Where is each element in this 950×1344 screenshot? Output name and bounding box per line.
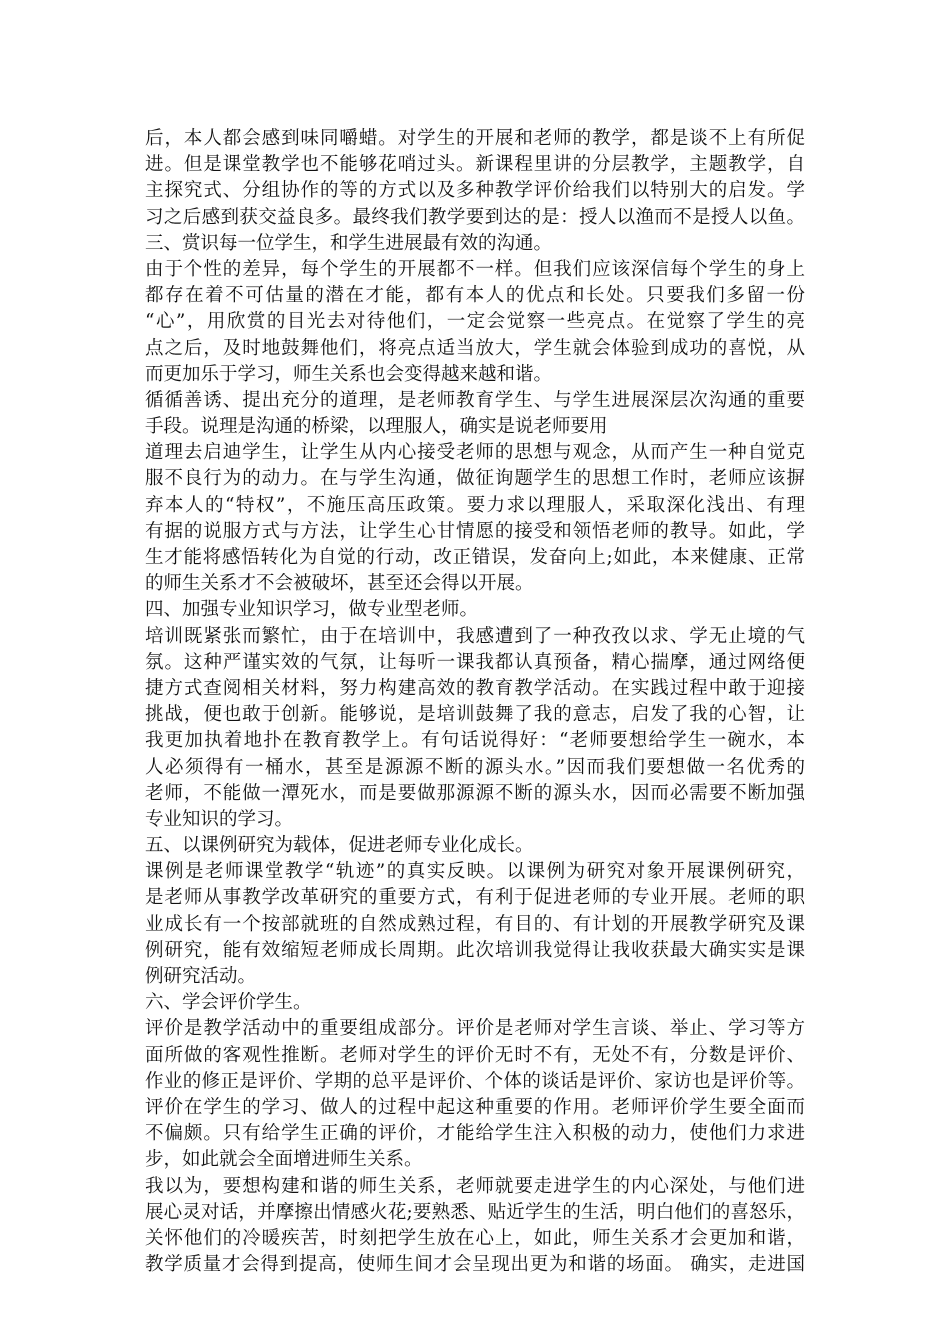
text-line: 培训既紧张而繁忙，由于在培训中，我感遭到了一种孜孜以求、学无止境的气 bbox=[145, 625, 805, 647]
text-line: 面所做的客观性推断。老师对学生的评价无时不有，无处不有，分数是评价、 bbox=[145, 1044, 805, 1066]
text-line: 不偏颇。只有给学生正确的评价，才能给学生注入积极的动力，使他们力求进 bbox=[145, 1123, 805, 1145]
text-line: 我更加执着地扑在教育教学上。有句话说得好：“老师要想给学生一碗水，本 bbox=[145, 730, 805, 752]
text-line: 习之后感到获交益良多。最终我们教学要到达的是：授人以渔而不是授人以鱼。 bbox=[145, 206, 805, 228]
text-line: 五、以课例研究为载体，促进老师专业化成长。 bbox=[145, 835, 534, 857]
text-line: “心”，用欣赏的目光去对待他们，一定会觉察一些亮点。在觉察了学生的亮 bbox=[145, 311, 805, 333]
text-line: 的师生关系才不会被破坏，甚至还会得以开展。 bbox=[145, 573, 534, 595]
text-line: 都存在着不可估量的潜在才能，都有本人的优点和长处。只要我们多留一份 bbox=[145, 285, 805, 307]
text-line: 专业知识的学习。 bbox=[145, 808, 294, 830]
text-line: 捷方式查阅相关材料，努力构建高效的教育教学活动。在实践过程中敢于迎接 bbox=[145, 677, 805, 699]
text-line: 六、学会评价学生。 bbox=[145, 992, 312, 1014]
text-line: 而更加乐于学习，师生关系也会变得越来越和谐。 bbox=[145, 363, 553, 385]
text-line: 老师，不能做一潭死水，而是要做那源源不断的源头水，因而必需要不断加强 bbox=[145, 782, 805, 804]
text-line: 三、赏识每一位学生，和学生进展最有效的沟通。 bbox=[145, 232, 553, 254]
text-line: 业成长有一个按部就班的自然成熟过程，有目的、有计划的开展教学研究及课 bbox=[145, 913, 805, 935]
text-line: 氛。这种严谨实效的气氛，让每听一课我都认真预备，精心揣摩，通过网络便 bbox=[145, 651, 805, 673]
text-line: 手段。说理是沟通的桥梁，以理服人，确实是说老师要用 bbox=[145, 416, 608, 438]
text-line: 例研究活动。 bbox=[145, 966, 257, 987]
document-page bbox=[145, 126, 805, 1278]
text-line: 人必须得有一桶水，甚至是源源不断的源头水。”因而我们要想做一名优秀的 bbox=[145, 756, 805, 778]
text-line: 我以为，要想构建和谐的师生关系，老师就要走进学生的内心深处，与他们进 bbox=[145, 1175, 805, 1197]
text-line: 评价在学生的学习、做人的过程中起这种重要的作用。老师评价学生要全面而 bbox=[145, 1096, 805, 1118]
text-line: 循循善诱、提出充分的道理，是老师教育学生、与学生进展深层次沟通的重要 bbox=[145, 389, 805, 411]
text-line: 是老师从事教学改革研究的重要方式，有利于促进老师的专业开展。老师的职 bbox=[145, 887, 805, 909]
text-line: 进。但是课堂教学也不能够花哨过头。新课程里讲的分层教学，主题教学，自 bbox=[145, 154, 805, 176]
text-line: 有据的说服方式与方法，让学生心甘情愿的接受和领悟老师的教导。如此，学 bbox=[145, 520, 805, 542]
text-line: 例研究，能有效缩短老师成长周期。此次培训我觉得让我收获最大确实实是课 bbox=[145, 939, 805, 961]
text-line: 作业的修正是评价、学期的总平是评价、个体的谈话是评价、家访也是评价等。 bbox=[145, 1070, 805, 1092]
text-line: 后，本人都会感到味同嚼蜡。对学生的开展和老师的教学，都是谈不上有所促 bbox=[145, 128, 805, 149]
text-line: 挑战，便也敢于创新。能够说，是培训鼓舞了我的意志，启发了我的心智，让 bbox=[145, 704, 805, 726]
text-line: 由于个性的差异，每个学生的开展都不一样。但我们应该深信每个学生的身上 bbox=[145, 258, 805, 280]
text-line: 评价是教学活动中的重要组成部分。评价是老师对学生言谈、举止、学习等方 bbox=[145, 1018, 805, 1040]
text-line: 教学质量才会得到提高，使师生间才会呈现出更为和谐的场面。 确实，走进国 bbox=[145, 1254, 805, 1276]
text-line: 课例是老师课堂教学“轨迹”的真实反映。以课例为研究对象开展课例研究， bbox=[145, 861, 805, 883]
text-line: 服不良行为的动力。在与学生沟通，做征询题学生的思想工作时，老师应该摒 bbox=[145, 468, 805, 490]
text-line: 步，如此就会全面增进师生关系。 bbox=[145, 1149, 423, 1171]
text-line: 弃本人的“特权”，不施压高压政策。要力求以理服人，采取深化浅出、有理 bbox=[145, 494, 805, 516]
text-line: 主探究式、分组协作的等的方式以及多种教学评价给我们以特别大的启发。学 bbox=[145, 180, 805, 202]
text-line: 道理去启迪学生，让学生从内心接受老师的思想与观念，从而产生一种自觉克 bbox=[145, 442, 805, 464]
text-line: 四、加强专业知识学习，做专业型老师。 bbox=[145, 599, 479, 621]
text-line: 关怀他们的冷暖疾苦，时刻把学生放在心上，如此，师生关系才会更加和谐， bbox=[145, 1227, 805, 1249]
text-line: 点之后，及时地鼓舞他们，将亮点适当放大，学生就会体验到成功的喜悦，从 bbox=[145, 337, 805, 359]
text-line: 生才能将感悟转化为自觉的行动，改正错误，发奋向上;如此，本来健康、正常 bbox=[145, 547, 805, 568]
text-line: 展心灵对话，并摩擦出情感火花;要熟悉、贴近学生的生活，明白他们的喜怒乐， bbox=[145, 1201, 805, 1223]
